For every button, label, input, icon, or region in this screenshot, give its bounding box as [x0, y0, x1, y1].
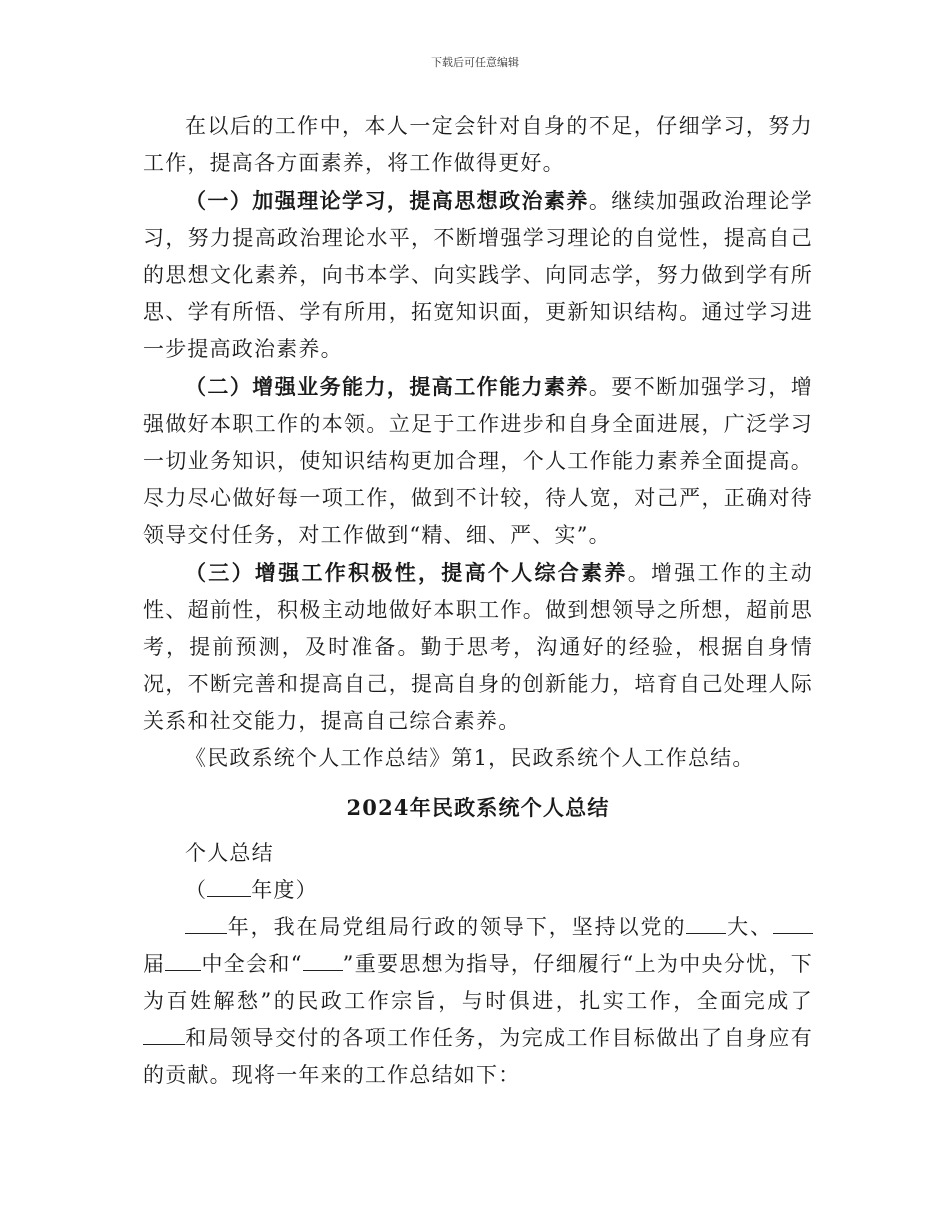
blank-congress — [686, 911, 726, 934]
body-part-6: 和局领导交付的各项工作任务，为完成工作目标做出了自身应有的贡献。现将一年来的工作总结如下： — [143, 1026, 813, 1087]
page-header: 下载后可任意编辑 — [431, 56, 519, 69]
closing-paragraph: 《民政系统个人工作总结》第1，民政系统个人工作总结。 — [185, 746, 755, 770]
section-two-text: 。要不断加强学习，增强做好本职工作的本领。立足于工作进步和自身全面进展，广泛学习一切业务知识，使知识结构更加合理，个人工作能力素养全面提高。尽力尽心做好每一项工作，做到不计较，待人宽，对己严，正确对待领导交付任务，对工作做到“精、细、严、实”。 — [143, 375, 813, 547]
intro-paragraph: 在以后的工作中，本人一定会针对自身的不足，仔细学习，努力工作，提高各方面素养，将工作做得更好。 — [143, 114, 813, 175]
section-one-heading: （一）加强理论学习，提高思想政治素养 — [185, 188, 589, 213]
section-two-heading: （二）增强业务能力，提高工作能力素养 — [185, 374, 589, 399]
document-body — [143, 108, 813, 1094]
year-line — [143, 872, 813, 909]
document-title: 2024年民政系统个人总结 — [346, 795, 610, 820]
section-three-paragraph — [143, 554, 813, 740]
body-part-4: 中全会和“ — [201, 952, 303, 976]
body-part-1: 年，我在局党组局行政的领导下，坚持以党的 — [227, 915, 687, 939]
blank-task — [143, 1022, 185, 1045]
blank-year — [185, 911, 227, 934]
blank-session — [773, 911, 813, 934]
body-part-5: ”重要思想为指导，仔细履行“上为中央分忧，下为百姓解愁”的民政工作宗旨，与时俱进，扎实工作，全面完成了 — [143, 952, 813, 1013]
blank-thought — [303, 948, 343, 971]
summary-label: 个人总结 — [185, 841, 274, 865]
section-two-paragraph — [143, 368, 813, 554]
section-one-text: 。继续加强政治理论学习，努力提高政治理论水平，不断增强学习理论的自觉性，提高自己的思想文化素养，向书本学、向实践学、向同志学，努力做到学有所思、学有所悟、学有所用，拓宽知识面，更新知识结构。通过学习进一步提高政治素养。 — [143, 189, 813, 361]
year-blank — [207, 874, 251, 897]
section-three-heading: （三）增强工作积极性，提高个人综合素养 — [185, 560, 628, 585]
year-close: 年度） — [251, 878, 318, 902]
summary-body — [143, 909, 813, 1094]
section-three-text: 。增强工作的主动性、超前性，积极主动地做好本职工作。做到想领导之所想，超前思考，提前预测，及时准备。勤于思考，沟通好的经验，根据自身情况，不断完善和提高自己，提高自身的创新能力，培育自己处理人际关系和社交能力，提高自己综合素养。 — [143, 561, 813, 733]
year-open: （ — [185, 878, 208, 902]
body-part-2: 大、 — [726, 915, 774, 939]
body-part-3: 届 — [143, 952, 166, 976]
blank-plenary — [165, 948, 201, 971]
section-one-paragraph — [143, 182, 813, 368]
